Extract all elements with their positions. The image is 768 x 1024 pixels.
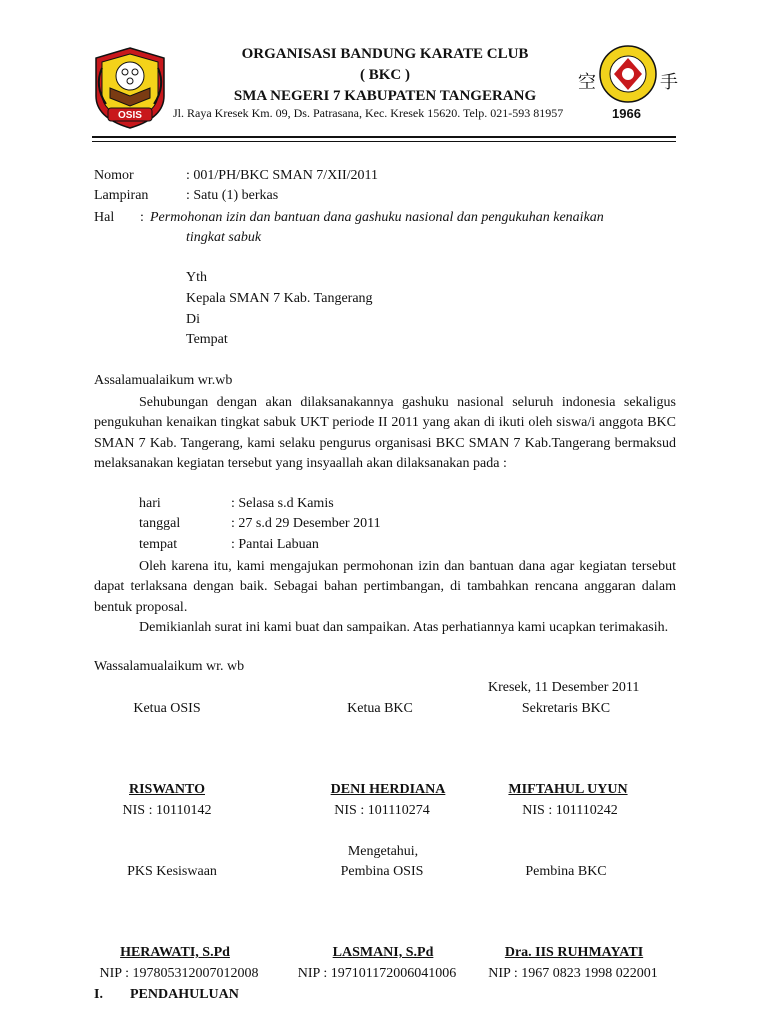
id-deni-herdiana: NIS : 101110274 — [334, 803, 430, 818]
recipient-place: Tempat — [186, 332, 228, 347]
karate-emblem-icon — [598, 44, 658, 106]
paragraph-1: Sehubungan dengan akan dilaksanakannya gashuku nasional seluruh indonesia sekaligus pengukuhan kenaikan tingkat sabuk UKT periode II 2011 yang akan di ikuti oleh siswa/i anggota BKC SMAN 7 Kab. Tangerang, kami selaku pengurus organisasi BKC SMAN 7 Kab.Tangerang bermaksud melaksanakan kegiatan tersebut yang insyaallah akan dilaksanakan pada : — [94, 395, 676, 472]
nip-lasmani: NIP : 197101172006041006 — [297, 966, 457, 981]
id-riswanto: NIS : 10110142 — [122, 803, 212, 818]
hal-value-2: tingkat sabuk — [186, 230, 262, 245]
hari-label: hari — [139, 496, 161, 511]
kanji-left: 空 — [578, 72, 596, 93]
lampiran-value: : Satu (1) berkas — [186, 188, 279, 203]
closing: Wassalamualaikum wr. wb — [94, 659, 245, 674]
tanggal-value: : 27 s.d 29 Desember 2011 — [231, 516, 381, 531]
nip-herawati: NIP : 197805312007012008 — [99, 966, 259, 981]
name-herawati: HERAWATI, S.Pd — [120, 945, 230, 960]
greeting: Assalamualaikum wr.wb — [94, 373, 233, 388]
org-abbrev: ( BKC ) — [360, 67, 410, 83]
hari-value: : Selasa s.d Kamis — [231, 496, 334, 511]
id-miftahul-uyun: NIS : 101110242 — [522, 803, 618, 818]
recipient-name: Kepala SMAN 7 Kab. Tangerang — [186, 291, 373, 306]
header-rule-thick — [92, 136, 676, 138]
org-name: ORGANISASI BANDUNG KARATE CLUB — [241, 46, 529, 62]
header-rule-thin — [92, 141, 676, 142]
tanggal-label: tanggal — [139, 516, 181, 531]
tempat-label: tempat — [139, 537, 178, 552]
nomor-value: : 001/PH/BKC SMAN 7/XII/2011 — [186, 168, 379, 183]
osis-logo — [92, 46, 168, 130]
name-miftahul-uyun: MIFTAHUL UYUN — [508, 782, 628, 797]
mengetahui: Mengetahui, — [347, 844, 419, 859]
section-number: I. — [94, 987, 103, 1002]
place-date: Kresek, 11 Desember 2011 — [488, 680, 640, 695]
nip-iis-ruhmayati: NIP : 1967 0823 1998 022001 — [488, 966, 658, 981]
paragraph-2: Oleh karena itu, kami mengajukan permohonan izin dan bantuan dana agar kegiatan tersebut dapat terlaksana dengan baik. Sebagai bahan pertimbangan, di tambahkan rencana anggaran dalam bentuk proposal. — [94, 559, 676, 615]
role-pembina-bkc: Pembina BKC — [525, 864, 607, 879]
name-deni-herdiana: DENI HERDIANA — [330, 782, 446, 797]
paragraph-3: Demikianlah surat ini kami buat dan sampaikan. Atas perhatiannya kami ucapkan terimakasih. — [139, 620, 669, 635]
lampiran-label: Lampiran — [94, 188, 149, 203]
role-ketua-bkc: Ketua BKC — [347, 701, 413, 716]
recipient-yth: Yth — [186, 270, 207, 285]
role-pembina-osis: Pembina OSIS — [340, 864, 424, 879]
name-lasmani: LASMANI, S.Pd — [332, 945, 434, 960]
school-name: SMA NEGERI 7 KABUPATEN TANGERANG — [233, 88, 537, 104]
section-title: PENDAHULUAN — [130, 987, 239, 1002]
recipient-di: Di — [186, 312, 200, 327]
bkc-logo — [578, 44, 678, 126]
hal-value-1: Permohonan izin dan bantuan dana gashuku nasional dan pengukuhan kenaikan — [150, 210, 604, 225]
osis-logo-text: OSIS — [118, 110, 142, 121]
bkc-logo-year: 1966 — [612, 106, 641, 121]
kanji-right: 手 — [660, 72, 678, 93]
name-riswanto: RISWANTO — [129, 782, 205, 797]
role-ketua-osis: Ketua OSIS — [133, 701, 201, 716]
hal-colon: : — [140, 210, 144, 225]
name-iis-ruhmayati: Dra. IIS RUHMAYATI — [504, 945, 644, 960]
nomor-label: Nomor — [94, 168, 134, 183]
hal-label: Hal — [94, 210, 115, 225]
tempat-value: : Pantai Labuan — [231, 537, 319, 552]
role-pks-kesiswaan: PKS Kesiswaan — [127, 864, 217, 879]
address: Jl. Raya Kresek Km. 09, Ds. Patrasana, Kec. Kresek 15620. Telp. 021-593 81957 — [173, 106, 564, 120]
role-sekretaris-bkc: Sekretaris BKC — [521, 701, 611, 716]
